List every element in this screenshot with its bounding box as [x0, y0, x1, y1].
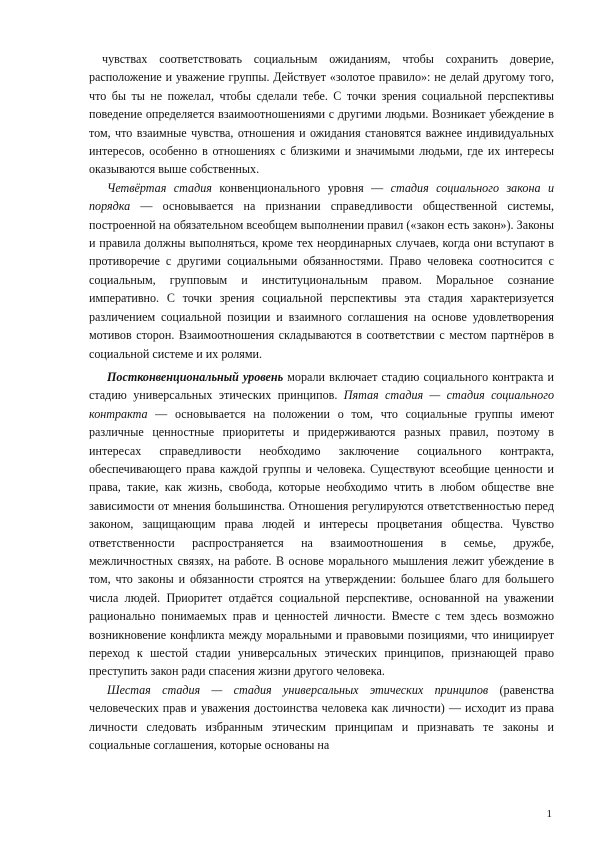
paragraph-p1 — [89, 50, 554, 179]
paragraph-p4 — [89, 681, 554, 755]
text-run: (равенства человеческих прав и уважения достоинства человека как личности) — исходит из права личности следовать избранным этическим принципам и признавать те законы и социальные соглашения, которые основаны на — [89, 682, 554, 753]
paragraph-p2 — [89, 179, 554, 363]
body-text — [89, 50, 554, 754]
text-run: Четвёртая стадия — [107, 180, 212, 195]
text-run: конвенционального уровня — — [211, 180, 391, 195]
text-run: — основывается на признании справедливости общественной системы, построенной на обязательном всеобщем выполнении правил («закон есть закон»). Законы и правила должны выполняться, кроме тех неординарных случаев, когда они вступают в противоречие с другими социальными обязанностями. Право человека соотносится с социальным, групповым и институциональным правом. Моральное сознание императивно. С точки зрения социальной перспективы эта стадия характеризуется различением социальной позиции и взаимного соглашения на основе удовлетворения мотивов сторон. Взаимоотношения складываются в соответствии с местом партнёров в социальной системе и их ролями. — [89, 199, 554, 361]
text-run: Пятая стадия — стадия социального контракта — [89, 388, 554, 421]
paragraph-p3 — [89, 368, 554, 681]
text-run: — основывается на положении о том, что социальные группы имеют различные ценностные приоритеты и придерживаются разных правил, поэтому в интересах справедливости необходимо заключение социального контракта, обеспечивающего права каждой группы и человека. Существуют всеобщие ценности и права, такие, как жизнь, свобода, которые необходимо чтить в любом обществе вне зависимости от мнения большинства. Отношения регулируются ответственностью перед законом, защищающим права людей и интересы процветания общества. Чувство ответственности распространяется на взаимоотношения в семье, дружбе, межличностных связях, на работе. В основе морального мышления лежит убеждение в том, что законы и обязанности строятся на утверждении: большее благо для большего числа людей. Приоритет отдаётся социальной перспективе, основанной на уважении рационально понимаемых прав и ценностей личности. Вместе с тем здесь возможно возникновение конфликта между моральными и правовыми позициями, что инициирует переход к шестой стадии универсальных этических принципов, признающей право преступить закон ради спасения жизни другого человека. — [89, 406, 554, 679]
text-run: стадия социального закона и порядка — [89, 180, 554, 214]
text-run: чувствах соответствовать социальным ожиданиям, чтобы сохранить доверие, расположение и уважение группы. Действует «золотое правило»: не делай другому того, что бы ты не пожелал, чтобы сделали тебе. С точки зрения социальной перспективы поведение определяется взаимоотношениями с другими людьми. Возникает убеждение в том, что взаимные чувства, отношения и ожидания становятся важнее индивидуальных интересов, особенно в отношениях с близкими и значимыми людьми, где их интересы оказываются выше собственных. — [89, 52, 554, 177]
page-number: 1 — [546, 808, 552, 820]
text-run: Постконвенциональный уровень — [107, 369, 284, 384]
text-run: морали включает стадию социального контракта и стадию универсальных этических принципов. — [89, 369, 554, 403]
text-run: Шестая стадия — стадия универсальных этических принципов — [107, 682, 489, 697]
